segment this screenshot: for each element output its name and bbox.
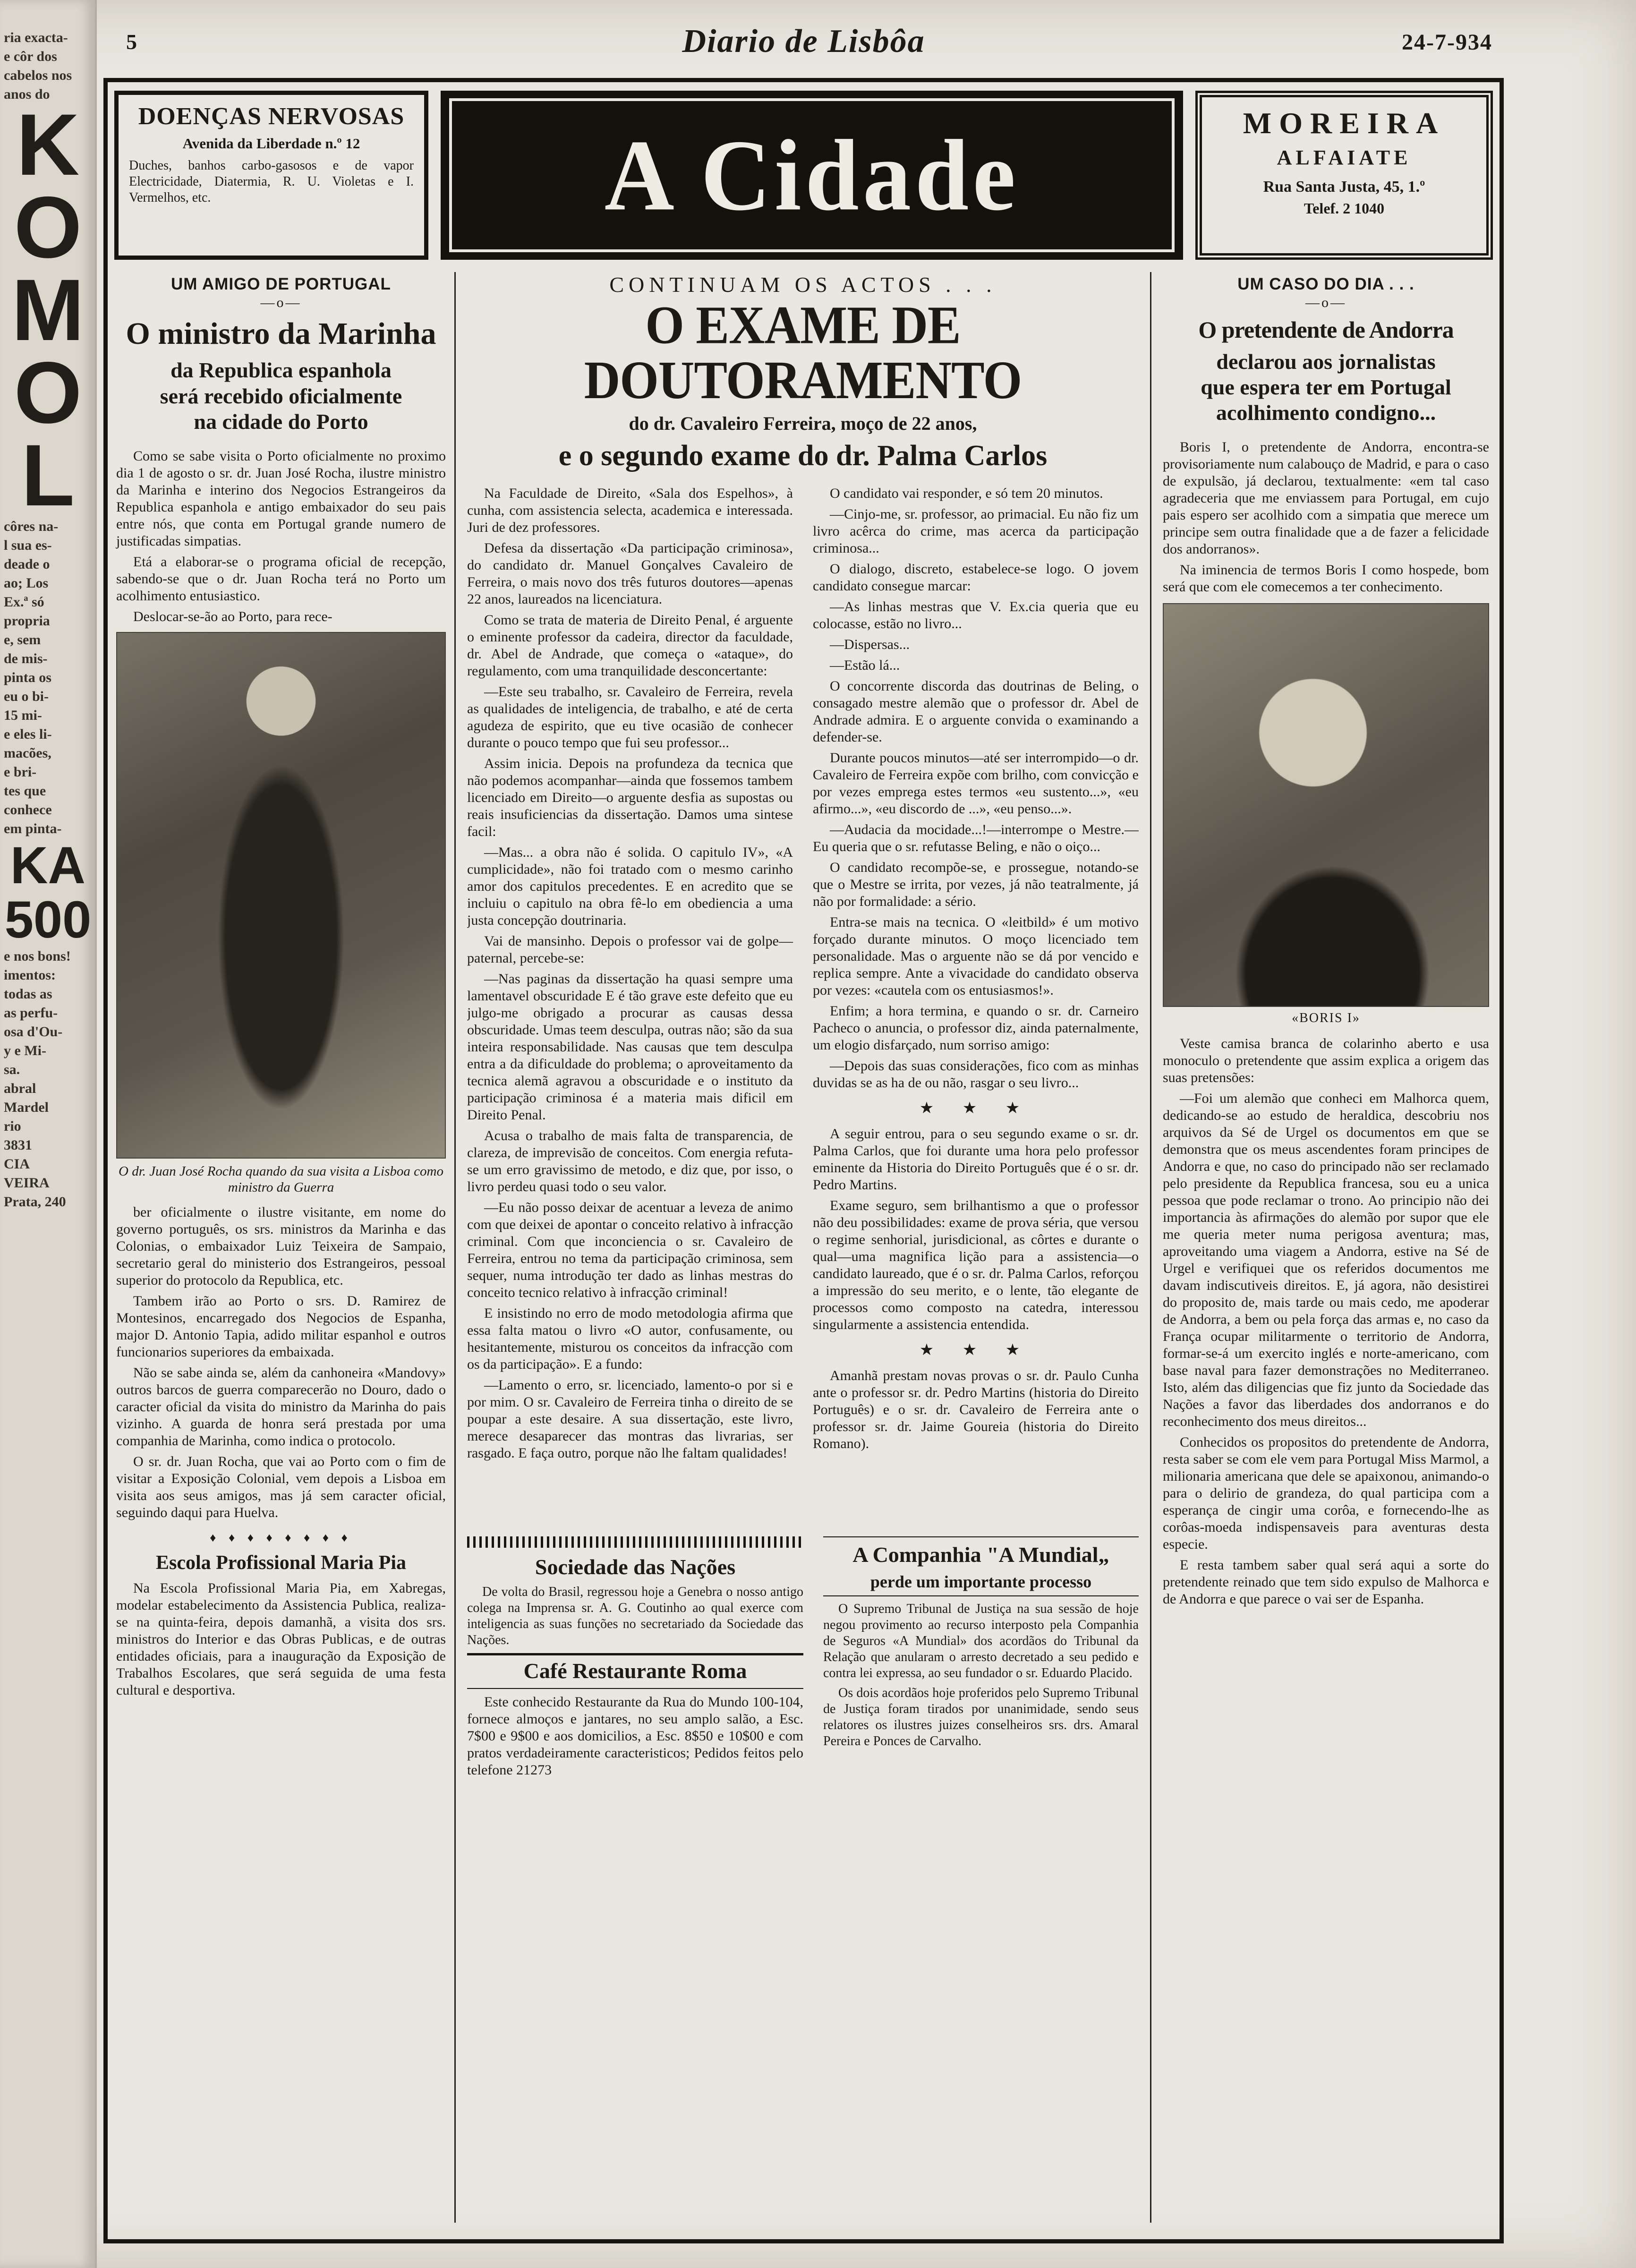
paragraph: Assim inicia. Depois na profundeza da tecnica que não podemos acompanhar—ainda que fossemos tambem licenciado em Direito—o arguente desfia as supostas ou reais insuficiencias da dissertação. Damos uma sintese facil: [467,756,793,840]
paragraph: O dialogo, discreto, estabelece-se logo. O jovem candidato consegue marcar: [813,561,1139,594]
article-body-bottom [116,1204,446,1521]
cafe-roma-title: Café Restaurante Roma [523,1659,747,1683]
paragraph: Enfim; a hora termina, e quando o sr. dr. Carneiro Pacheco o anuncia, o professor diz, ainda paternalmente, um elogio disfarçado, num sorriso amigo: [813,1003,1139,1053]
ad-body: Duches, banhos carbo-gasosos e de vapor Electricidade, Diatermia, R. U. Violetas e I. Vermelhos, etc. [129,158,414,205]
masthead-title: Diario de Lisbôa [682,23,925,60]
subhead-1: do dr. Cavaleiro Ferreira, moço de 22 anos, [629,413,977,435]
paragraph: macões, [4,745,51,761]
mundial-title: A Companhia "A Mundial„ [852,1543,1109,1567]
paragraph: Ex.ª só [4,594,44,610]
paragraph: ao; Los [4,575,49,591]
page-number: 5 [126,30,137,54]
paragraph: O candidato vai responder, e só tem 20 minutos. [830,486,1103,502]
paragraph: deade o [4,556,50,572]
paragraph: todas as [4,986,52,1002]
tick-rule [467,1536,803,1548]
rule [467,1688,803,1689]
paragraph: Etá a elaborar-se o programa oficial de recepção, sabendo-se que o dr. Juan Rocha terá no Porto um acolhimento entusiastico. [116,554,446,604]
deck-lines [116,358,446,435]
paragraph: O sr. dr. Juan Rocha, que vai ao Porto com o fim de visitar a Exposição Colonial, vem depois a Lisboa em visita aos seus amigos, mas já sem caracter oficial, seguindo daqui para Huelva. [116,1454,446,1521]
photo-caption: «BORIS I» [1292,1011,1360,1026]
paragraph: 15 mi- [4,708,42,723]
paragraph: tes que [4,783,46,799]
paragraph: E insistindo no erro de modo metodologia afirma que essa falta matou o livro «O autor, confusamente, ou hesitantemente, misturou os conceitos da infracção com os da participação». E a fundo: [467,1305,793,1373]
paragraph: Tambem irão ao Porto o srs. D. Ramirez de Montesinos, encarregado dos Negocios de Espanha, major D. Antonio Tapia, adido militar espanhol e outros funcionarios superiores da embaixada. [116,1293,446,1360]
paragraph: que espera ter em Portugal [1201,375,1451,399]
page-content [97,0,1636,2268]
paragraph: e bri- [4,764,37,780]
escola-title: Escola Profissional Maria Pia [155,1552,407,1574]
article-mundial [823,1533,1139,1782]
paragraph: —As linhas mestras que V. Ex.cia queria que eu colocasse, estão no livro... [813,599,1139,632]
paragraph: em pinta- [4,821,62,836]
paragraph: Mardel [4,1100,49,1115]
paragraph: e eles li- [4,726,52,742]
komol-ad-letters [4,96,92,524]
paragraph: O [14,179,82,276]
article-minister-marinha [114,272,454,2223]
paragraph: Como se sabe visita o Porto oficialmente no proximo dia 1 de agosto o sr. dr. Juan José Rocha, ilustre ministro da Marinha e interino dos Negocios Estrangeiros da Republica espanhola e antigo embaixador do seu pais entre nós, que conta em Portugal grande numero de justificadas simpatias. [116,448,446,549]
article-body-bottom [1163,1035,1489,1608]
escola-body [116,1580,446,1699]
paragraph: osa d'Ou- [4,1024,63,1040]
paragraph: Defesa da dissertação «Da participação criminosa», do candidato dr. Manuel Gonçalves Cavaleiro de Ferreira, o mais novo dos três futuros doutores—apenas 22 anos, laureados na licenciatura. [467,540,793,607]
banner-frame [449,98,1175,252]
paragraph: cabelos nos [4,68,72,83]
ad-title: DOENÇAS NERVOSAS [138,103,405,130]
rule [467,1653,803,1655]
paragraph: 3831 [4,1137,32,1153]
paragraph: conhece [4,802,52,818]
paragraph: Na Faculdade de Direito, «Sala dos Espelhos», à cunha, com assistencia selecta, academica e interessada. Juri de dez professores. [467,486,793,536]
paragraph: —Cinjo-me, sr. professor, ao primacial. Eu não fiz um livro acêrca do crime, mas acerca da participação criminosa... [813,506,1139,556]
paragraph: ★ ★ ★ [919,1341,1032,1359]
paragraph: O Supremo Tribunal de Justiça na sua sessão de hoje negou provimento ao recurso interposto pela Companhia de Seguros «A Mundial» dos acordãos do Tribunal da Relação que anularam o arresto decretado a seu pedido e contra lei expressa, ao seu fundador o sr. Eduardo Placido. [823,1602,1139,1681]
ad-name: MOREIRA [1243,106,1446,140]
paragraph: 500 [4,891,92,949]
bottom-left-sections [467,1533,803,1782]
paragraph: —Nas paginas da dissertação ha quasi sempre uma lamentavel obscuridade E é tão grave este defeito que eu julgo-me obrigado a procurar as causas dessa obscuridade. Umas teem desculpa, outras não; são da sua inteira responsabilidade. Nas causas que tem desculpa entra a da dificuldade do problema; o aproveitamento da tecnica alemã agravou a obscuridade e o instituto da participação criminosa é a materia mais dificil em Direito Penal. [467,971,793,1123]
paragraph: O [14,344,82,442]
paragraph: —Estão lá... [830,657,900,674]
paragraph: VEIRA [4,1175,50,1191]
paragraph: Acusa o trabalho de mais falta de transparencia, de clareza, de imprevisão de conceitos. Com energia refuta-se um erro gravissimo de metodo, e diz que, por isso, o livro perdeu quasi todo o seu valor. [467,1128,793,1195]
paragraph: Exame seguro, sem brilhantismo a que o professor não deu possibilidades: exame de prova séria, que versou o regime senhorial, jurisdicional, as côrtes e durante o qual—uma magnifica lição para a assistencia—o candidato laureado, que é o sr. dr. Palma Carlos, reforçou a impressão do seu merito, e o lente, tão elegante de processos como composto na catedra, interessou singularmente a assistencia entendida. [813,1198,1139,1333]
article-columns [114,272,1493,2223]
paragraph: —Eu não posso deixar de acentuar a leveza de animo com que deixei de apontar o conceito relativo à infracção criminal. Com que inconciencia o sr. Cavaleiro de Ferreira, entrou no tema da participação criminosa, sem sequer, numa introdução ter dado as linhas mestras do conceito tecnico relativo à infracção criminal! [467,1200,793,1301]
ad-address: Rua Santa Justa, 45, 1.º [1263,178,1425,196]
kicker: UM CASO DO DIA . . . [1237,275,1414,293]
paragraph: imentos: [4,967,56,983]
paragraph: Os dois acordãos hoje proferidos pelo Supremo Tribunal de Justiça foram tirados por unanimidade, sendo seus relatores os ilustres juizes conselheiros srs. drs. Amaral Pereira e Ponces de Carvalho. [823,1686,1139,1749]
photo-boris-i [1163,603,1489,1007]
paragraph: côres na- [4,519,59,534]
paragraph: —Mas... a obra não é solida. O capitulo IV», «A cumplicidade», não foi tratado com o mesmo carinho amor dos capitulos precedentes. E en acredito que se incluiu o capitulo na obra fê-lo em obediencia a uma justa concepção doutrinaria. [467,844,793,929]
ad-address: Avenida da Liberdade n.º 12 [182,135,360,152]
kicker-ornament: —o— [260,295,302,310]
paragraph: O candidato recompõe-se, e prossegue, notando-se que o Mestre se irrita, por vezes, já não teatralmente, já não por formalidade: a sério. [813,860,1139,910]
banner-title: A Cidade [604,119,1020,232]
paragraph: —Audacia da mocidade...!—interrompe o Mestre.—Eu queria que o sr. refutasse Beling, e não o oiço... [813,822,1139,855]
photo-juan-jose-rocha [116,632,446,1159]
ad-trade: ALFAIATE [1277,146,1412,169]
mundial-subtitle: perde um importante processo [870,1572,1092,1592]
article-exame-doutoramento [456,272,1150,2223]
paragraph: K [16,96,80,194]
mundial-body [823,1601,1139,1749]
margin-text-fragments-mid [4,517,92,838]
paragraph: acolhimento condigno... [1216,401,1436,425]
paragraph: Não se sabe ainda se, além da canhoneira «Mandovy» outros barcos de guerra comparecerão no Douro, dado o caracter oficial da visita do ministro da Marinha do pais vizinho. A guarda de honra será prestada por uma companhia de Marinha, como indica o protocolo. [116,1365,446,1449]
paragraph: abral [4,1081,36,1096]
paragraph: Veste camisa branca de colarinho aberto e usa monoculo o pretendente que assim explica a origem das suas pretensões: [1163,1036,1489,1086]
ka-500-ad-letters [4,838,92,947]
paragraph: KA [10,836,85,895]
rule [823,1595,1139,1596]
sociedade-title: Sociedade das Nações [535,1555,736,1579]
diamond-divider: ♦ ♦ ♦ ♦ ♦ ♦ ♦ ♦ [210,1531,352,1545]
margin-text-fragments-top [4,28,92,104]
paragraph: De volta do Brasil, regressou hoje a Genebra o nosso antigo colega na Imprensa sr. A. G. Coutinho ao qual exerce com inteligencia as suas funções no secretariado da Sociedade das Nações. [467,1585,803,1648]
paragraph: eu o bi- [4,689,49,704]
ad-moreira-alfaiate [1195,91,1493,260]
paragraph: declarou aos jornalistas [1216,349,1436,374]
paragraph: Como se trata de materia de Direito Penal, é arguente o eminente professor da cadeira, director da faculdade, dr. Abel de Andrade, que começa o «ataque», do regulamento, com uma tranquilidade desconcertante: [467,612,793,679]
paragraph: —Lamento o erro, sr. licenciado, lamento-o por si e por mim. O sr. Cavaleiro de Ferreira tinha o direito de se poupar a este desaire. A sua dissertação, este livro, merece desaparecer das montras das livrarias, ser rasgado. E faça outro, porque não lhe faltam qualidades! [467,1377,793,1461]
paragraph: Na iminencia de termos Boris I como hospede, bom será que com ele comecemos a ter conhecimento. [1163,562,1489,595]
paragraph: será recebido oficialmente [160,384,402,408]
paragraph: Deslocar-se-ão ao Porto, para rece- [133,609,332,625]
kicker: UM AMIGO DE PORTUGAL [171,275,391,293]
headline: O pretendente de Andorra [1198,316,1454,343]
paragraph: ★ ★ ★ [919,1100,1032,1117]
cafe-roma-body [467,1694,803,1779]
paragraph: Na Escola Profissional Maria Pia, em Xabregas, modelar estabelecimento da Assistencia Publica, realiza-se na quinta-feira, depois damanhã, a visita dos srs. ministros do Interior e das Obras Publicas, e de outras entidades oficiais, para a inauguração da Exposição de Trabalhos Escolares, que será seguida de uma festa cultural e desportiva. [116,1580,446,1698]
article-body-top [1163,439,1489,596]
ad-phone: Telef. 2 1040 [1304,200,1385,217]
paragraph: rio [4,1118,21,1134]
paragraph: E resta tambem saber qual será aqui a sorte do pretendente reinado que tem sido expulso de Malhorca e de Andorra e que parece o vai ser de Espanha. [1163,1557,1489,1607]
paragraph: Durante poucos minutos—até ser interrompido—o dr. Cavaleiro de Ferreira expõe com brilho, com convicção e por vezes emprega estes termos «eu sustento...», «eu afirmo...», «eu discordo de ...», «eu penso...». [813,750,1139,817]
kicker: CONTINUAM OS ACTOS . . . [609,273,997,297]
adjacent-page-torn-edge [0,0,97,2268]
subhead-2: e o segundo exame do dr. Palma Carlos [558,440,1048,472]
paragraph: pinta os [4,670,51,685]
paragraph: ber oficialmente o ilustre visitante, em nome do governo português, os srs. ministros da Marinha e das Colonias, o embaixador Luiz Teixeira de Sampaio, secretario geral do ministerio dos Estrangeiros, pessoal superior do protocolo da Republica, etc. [116,1204,446,1288]
content-frame [103,78,1504,2243]
article-pretendente-andorra [1151,272,1493,2223]
paragraph: y e Mi- [4,1043,46,1058]
paragraph: —Dispersas... [830,637,910,653]
deck-lines [1163,349,1489,426]
paragraph: CIA [4,1156,30,1172]
kicker-ornament: —o— [1305,295,1346,310]
paragraph: l sua es- [4,537,52,553]
paragraph: ria exacta- [4,30,68,45]
paragraph: e, sem [4,632,41,648]
paragraph: anos do [4,86,50,102]
paragraph: M [11,262,85,359]
page-date: 24-7-934 [1402,30,1492,55]
paragraph: —Depois das suas considerações, fico com as minhas duvidas se as ha de ou não, rasgar o seu livro... [813,1058,1139,1091]
paragraph: Este conhecido Restaurante da Rua do Mundo 100-104, fornece almoços e jantares, no seu amplo salão, a Esc. 7$00 e 9$00 e aos domicilios, a Esc. 8$50 e 10$00 e com pratos verdadeiramente caracteristicos; Pedidos feitos pelo telefone 21273 [467,1694,803,1778]
paragraph: as perfu- [4,1005,58,1021]
headline: O EXAME DE DOUTORAMENTO [584,295,1022,410]
article-body [467,485,1139,1524]
paragraph: L [21,427,75,524]
rule [823,1536,1139,1537]
center-bottom-sections [467,1533,1139,1782]
paragraph: —Este seu trabalho, sr. Cavaleiro de Ferreira, revela as qualidades de inteligencia, de trabalho, e até de certa agudeza de espirito, que eu tive ocasião de conhecer durante o pouco tempo que fui seu professor... [467,684,793,751]
paragraph: Boris I, o pretendente de Andorra, encontra-se provisoriamente num calabouço de Madrid, e para o caso de expulsão, já declarou, textualmente: «em tal caso agradeceria que me enviassem para Portugal, em cujo pais espero ser acolhido com a simpatia que merece um principe sem outra finalidade que a de fazer a felicidade dos andorranos». [1163,439,1489,557]
paragraph: sa. [4,1062,20,1077]
paragraph: Vai de mansinho. Depois o professor vai de golpe—paternal, percebe-se: [467,933,793,966]
paragraph: —Foi um alemão que conheci em Malhorca quem, dedicando-se ao estudo de heraldica, descobriu nos arquivos da Sé de Urgel os documentos em que se demonstra que os meus ascendentes foram principes de Andorra e que, no caso do principado não ser reclamado pelo presidente da Republica francesa, sou eu a unica pessoa que pode reclamar o trono. Ao principio não dei importancia às afirmações do alemão por supor que ele me queria meter numa perigosa aventura; mas, aproveitando uma viagem a Andorra, estive na Sé de Urgel e verifiquei que os referidos documentos me davam indiscutiveis direitos. E, já agora, não desistirei do proposito de, mais tarde ou mais cedo, me apoderar de Andorra, a bem ou pela força das armas e, no caso da França ocupar militarmente o territorio de Andorra, formar-se-á um exercito inglés e norte-americano, com base naval para fazer demonstrações no Mediterraneo. Isto, além das diligencias que fiz junto da Sociedade das Nações a favor das liberdades dos andorranos e do reconhecimento dos meus direitos... [1163,1091,1489,1430]
paragraph: e nos bons! [4,948,71,964]
ad-doencas-nervosas [114,91,428,260]
paragraph: Prata, 240 [4,1194,66,1210]
paragraph: propria [4,613,50,629]
paragraph: e côr dos [4,49,57,64]
paragraph: Entra-se mais na tecnica. O «leitbild» é um motivo forçado durante minutos. O moço licenciado tem personalidade. Mas o arguente não se dá por vencido e replica sempre. Ante a vivacidade do candidato observa por vezes: «cautela com os entusiasmos!». [813,914,1139,998]
paragraph: A seguir entrou, para o seu segundo exame o sr. dr. Palma Carlos, que foi durante uma hora pelo professor eminente da Historia do Direito Português que é o sr. dr. Pedro Martins. [813,1126,1139,1193]
paragraph: na cidade do Porto [194,409,368,434]
paragraph: Conhecidos os propositos do pretendente de Andorra, resta saber se com ele vem para Portugal Miss Marmol, a milionaria americana que dele se apaixonou, animando-o para o delirio de grandeza, do qual participa com a esperança de cingir uma corôa, e fornecendo-lhe as corôas-moeda indispensaveis para aventuras desta especie. [1163,1434,1489,1552]
paragraph: O concorrente discorda das doutrinas de Beling, o consagado mestre alemão que o professor dr. Abel de Andrade admira. E o arguente convida o examinando a defender-se. [813,678,1139,745]
sociedade-body [467,1584,803,1648]
top-ads-row [114,91,1493,260]
section-banner-a-cidade [441,91,1183,260]
paragraph: de mis- [4,651,48,666]
paragraph: Amanhã prestam novas provas o sr. dr. Paulo Cunha ante o professor sr. dr. Pedro Martins (historia do Direito Português) e o sr. dr. Cavaleiro de Ferreira ante o professor sr. dr. Jaime Goureia (historia do Direito Romano). [813,1368,1139,1452]
paragraph: da Republica espanhola [170,358,392,383]
photo-caption: O dr. Juan José Rocha quando da sua visita a Lisboa como ministro da Guerra [119,1164,443,1195]
page-header [103,0,1504,78]
margin-text-fragments-bottom [4,947,92,1211]
article-body-top [116,448,446,625]
headline: O ministro da Marinha [126,316,436,351]
